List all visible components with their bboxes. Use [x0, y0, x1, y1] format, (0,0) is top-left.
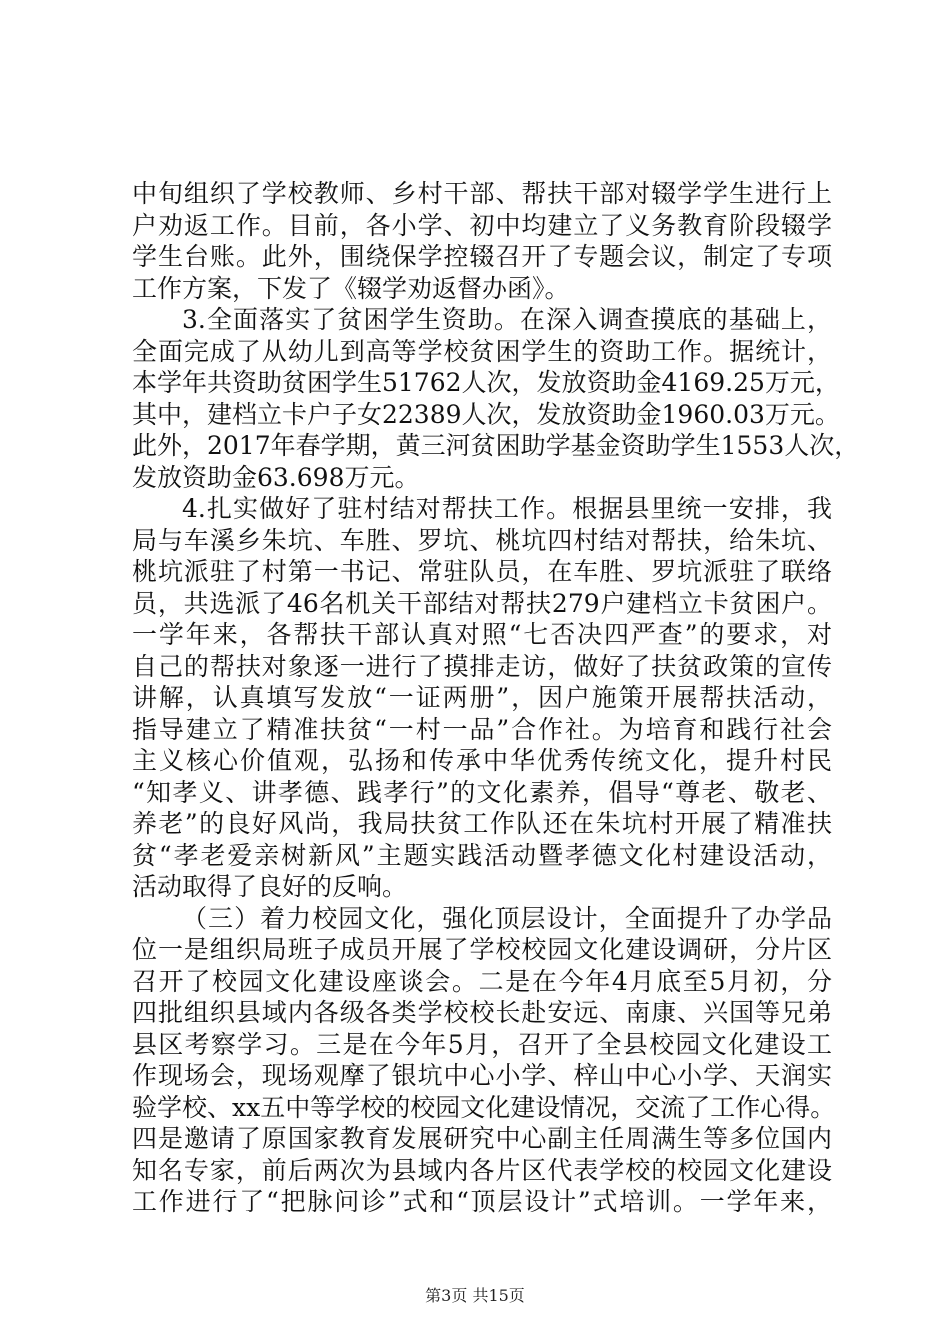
- text-line: 户劝返工作。目前，各小学、初中均建立了义务教育阶段辍学: [132, 210, 832, 240]
- text-line: 知名专家，前后两次为县域内各片区代表学校的校园文化建设: [132, 1155, 832, 1185]
- text-line: 学生台账。此外，围绕保学控辍召开了专题会议，制定了专项: [132, 242, 832, 271]
- text-line: 召开了校园文化建设座谈会。二是在今年4月底至5月初，分: [132, 966, 832, 996]
- text-line: 3.全面落实了贫困学生资助。在深入调查摸底的基础上，: [182, 305, 832, 334]
- text-line: 讲解，认真填写发放“一证两册”，因户施策开展帮扶活动，: [132, 683, 832, 712]
- text-line: 其中，建档立卡户子女22389人次，发放资助金1960.03万元。: [132, 399, 840, 429]
- text-line: 指导建立了精准扶贫“一村一品”合作社。为培育和践行社会: [132, 714, 832, 744]
- text-line: 贫“孝老爱亲树新风”主题实践活动暨孝德文化村建设活动，: [132, 840, 832, 870]
- text-line: 自己的帮扶对象逐一进行了摸排走访，做好了扶贫政策的宣传: [132, 651, 832, 681]
- text-line: 县区考察学习。三是在今年5月，召开了全县校园文化建设工: [132, 1029, 832, 1059]
- text-line: 本学年共资助贫困学生51762人次，发放资助金4169.25万元，: [132, 368, 840, 397]
- text-line: 员，共选派了46名机关干部结对帮扶279户建档立卡贫困户。: [132, 588, 832, 618]
- text-line: 验学校、xx五中等学校的校园文化建设情况，交流了工作心得。: [132, 1092, 836, 1122]
- text-line: 位一是组织局班子成员开展了学校校园文化建设调研，分片区: [132, 935, 832, 964]
- text-line: 一学年来，各帮扶干部认真对照“七否决四严查”的要求，对: [132, 620, 832, 649]
- text-line: 四是邀请了原国家教育发展研究中心副主任周满生等多位国内: [132, 1124, 832, 1153]
- text-line: 活动取得了良好的反响。: [132, 872, 408, 901]
- text-line: 全面完成了从幼儿到高等学校贫困学生的资助工作。据统计，: [132, 336, 832, 366]
- text-line: 工作方案，下发了《辍学劝返督办函》。: [132, 273, 570, 303]
- text-line: “知孝义、讲孝德、践孝行”的文化素养，倡导“尊老、敬老、: [132, 777, 832, 807]
- document-body: [132, 178, 860, 1218]
- text-line: 桃坑派驻了村第一书记、常驻队员，在车胜、罗坑派驻了联络: [132, 557, 832, 586]
- page-number: 第3页 共15页: [425, 1286, 525, 1305]
- text-line: 主义核心价值观，弘扬和传承中华优秀传统文化，提升村民: [132, 746, 832, 775]
- text-line: 4.扎实做好了驻村结对帮扶工作。根据县里统一安排，我: [182, 494, 832, 523]
- text-line: 作现场会，现场观摩了银坑中心小学、梓山中心小学、天润实: [132, 1061, 832, 1090]
- text-line: 工作进行了“把脉问诊”式和“顶层设计”式培训。一学年来，: [132, 1187, 832, 1216]
- text-line: 养老”的良好风尚，我局扶贫工作队还在朱坑村开展了精准扶: [132, 809, 832, 838]
- text-line: 发放资助金63.698万元。: [132, 462, 420, 492]
- text-line: 中旬组织了学校教师、乡村干部、帮扶干部对辍学学生进行上: [132, 179, 832, 208]
- text-line: 四批组织县域内各级各类学校校长赴安远、南康、兴国等兄弟: [132, 998, 832, 1027]
- text-line: 此外，2017年春学期，黄三河贫困助学基金资助学生1553人次，: [132, 431, 860, 460]
- section-heading-line: （三）着力校园文化，强化顶层设计，全面提升了办学品: [182, 903, 832, 933]
- text-line: 局与车溪乡朱坑、车胜、罗坑、桃坑四村结对帮扶，给朱坑、: [132, 525, 832, 555]
